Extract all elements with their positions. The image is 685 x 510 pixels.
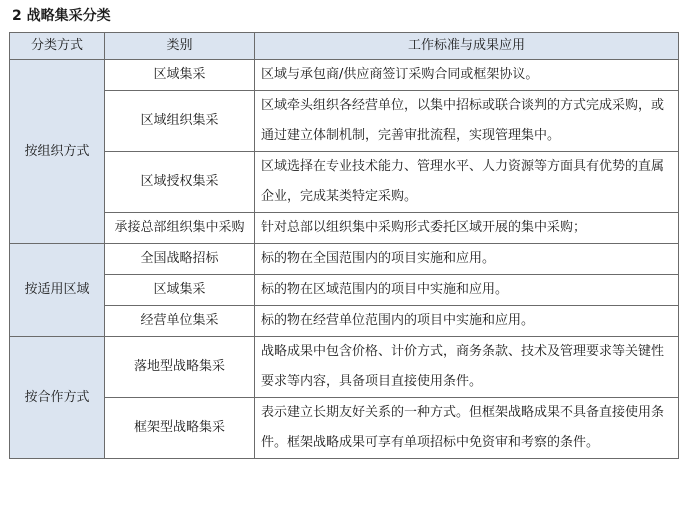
standard-cell: 标的物在经营单位范围内的项目中实施和应用。 [255, 306, 679, 337]
category-cell: 承接总部组织集中采购 [105, 213, 255, 244]
table-row [10, 275, 679, 306]
header-standard: 工作标准与成果应用 [255, 33, 679, 60]
category-cell: 区域集采 [105, 60, 255, 91]
category-cell: 落地型战略集采 [105, 337, 255, 398]
table-header-row [10, 33, 679, 60]
section-title: 2 战略集采分类 [12, 8, 111, 24]
standard-cell: 战略成果中包含价格、计价方式，商务条款、技术及管理要求等关键性要求等内容，具备项目直接使用条件。 [255, 337, 679, 398]
group-method-cell: 按组织方式 [10, 60, 105, 244]
group-method-cell: 按适用区域 [10, 244, 105, 337]
table-row [10, 213, 679, 244]
category-cell: 经营单位集采 [105, 306, 255, 337]
standard-cell: 区域牵头组织各经营单位，以集中招标或联合谈判的方式完成采购，或通过建立体制机制，完善审批流程，实现管理集中。 [255, 91, 679, 152]
standard-cell: 标的物在区域范围内的项目中实施和应用。 [255, 275, 679, 306]
header-method: 分类方式 [10, 33, 105, 60]
category-cell: 区域集采 [105, 275, 255, 306]
table-row [10, 244, 679, 275]
table-row [10, 152, 679, 213]
standard-cell: 针对总部以组织集中采购形式委托区域开展的集中采购； [255, 213, 679, 244]
header-category: 类别 [105, 33, 255, 60]
category-cell: 区域授权集采 [105, 152, 255, 213]
table-row [10, 398, 679, 459]
standard-cell: 表示建立长期友好关系的一种方式。但框架战略成果不具备直接使用条件。框架战略成果可享有单项招标中免资审和考察的条件。 [255, 398, 679, 459]
category-cell: 区域组织集采 [105, 91, 255, 152]
table-row [10, 337, 679, 398]
table-row [10, 60, 679, 91]
category-cell: 全国战略招标 [105, 244, 255, 275]
category-cell: 框架型战略集采 [105, 398, 255, 459]
table-row [10, 306, 679, 337]
standard-cell: 区域选择在专业技术能力、管理水平、人力资源等方面具有优势的直属企业，完成某类特定采购。 [255, 152, 679, 213]
standard-cell: 标的物在全国范围内的项目实施和应用。 [255, 244, 679, 275]
strategy-procurement-table [9, 32, 679, 459]
table-row [10, 91, 679, 152]
group-method-cell: 按合作方式 [10, 337, 105, 459]
standard-cell: 区域与承包商/供应商签订采购合同或框架协议。 [255, 60, 679, 91]
